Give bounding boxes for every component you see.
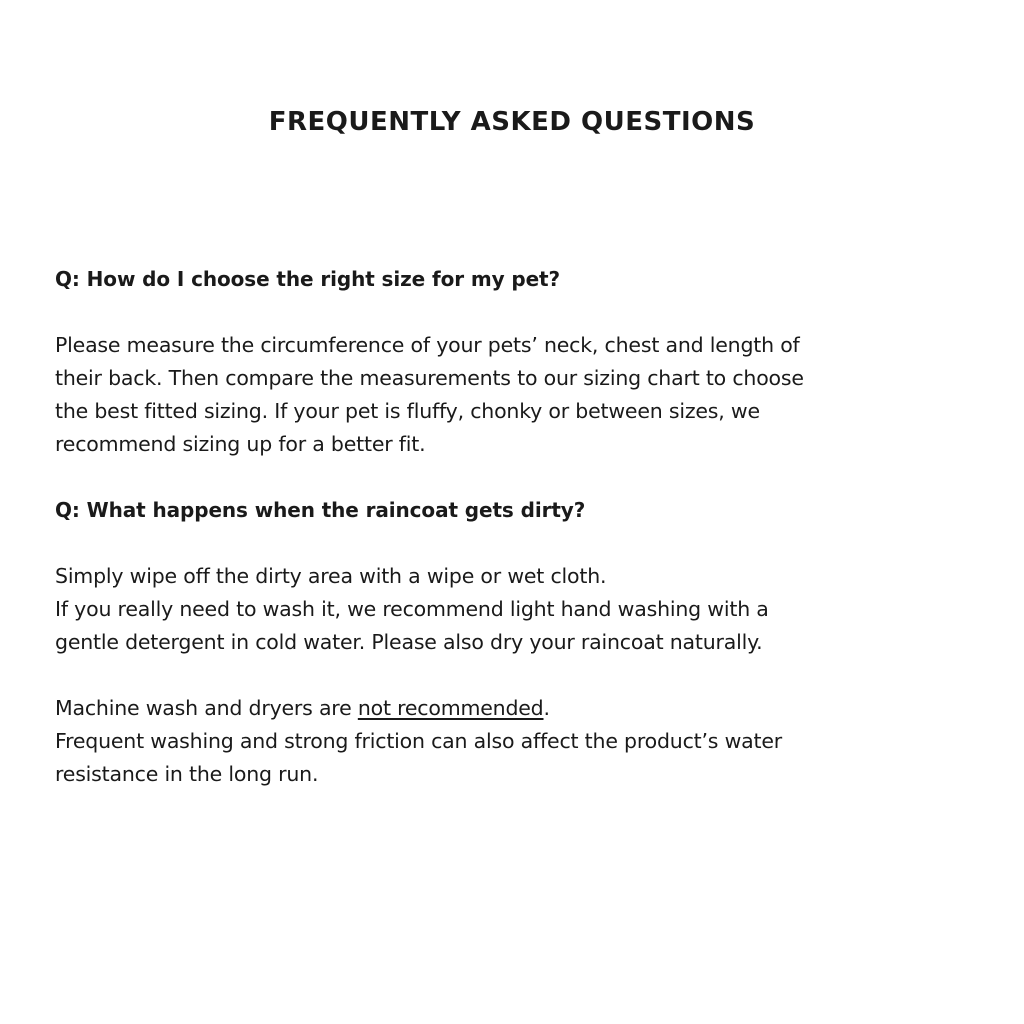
answer-line: the best fitted sizing. If your pet is fluffy, chonky or between sizes, we — [55, 399, 760, 423]
answer-line: Simply wipe off the dirty area with a wipe or wet cloth. — [55, 564, 607, 588]
answer-line: resistance in the long run. — [55, 762, 319, 786]
faq-care-note — [55, 692, 955, 791]
answer-line: Please measure the circumference of your pets’ neck, chest and length of — [55, 333, 800, 357]
care-note-suffix: . — [543, 696, 550, 720]
faq-answer-cleaning — [55, 560, 955, 659]
page-title: FREQUENTLY ASKED QUESTIONS — [268, 107, 756, 137]
faq-question-sizing: Q: How do I choose the right size for my pet? — [55, 267, 561, 291]
answer-line: Frequent washing and strong friction can also affect the product’s water — [55, 729, 783, 753]
answer-line: gentle detergent in cold water. Please also dry your raincoat naturally. — [55, 630, 763, 654]
answer-line: their back. Then compare the measurements to our sizing chart to choose — [55, 366, 804, 390]
care-note-first-line — [55, 692, 955, 725]
faq-answer-sizing — [55, 329, 955, 461]
faq-list — [55, 263, 955, 824]
answer-line: recommend sizing up for a better fit. — [55, 432, 426, 456]
faq-question-cleaning: Q: What happens when the raincoat gets dirty? — [55, 498, 586, 522]
not-recommended-emphasis: not recommended — [357, 696, 544, 720]
care-note-prefix: Machine wash and dryers are — [55, 696, 358, 720]
answer-line: If you really need to wash it, we recommend light hand washing with a — [55, 597, 769, 621]
